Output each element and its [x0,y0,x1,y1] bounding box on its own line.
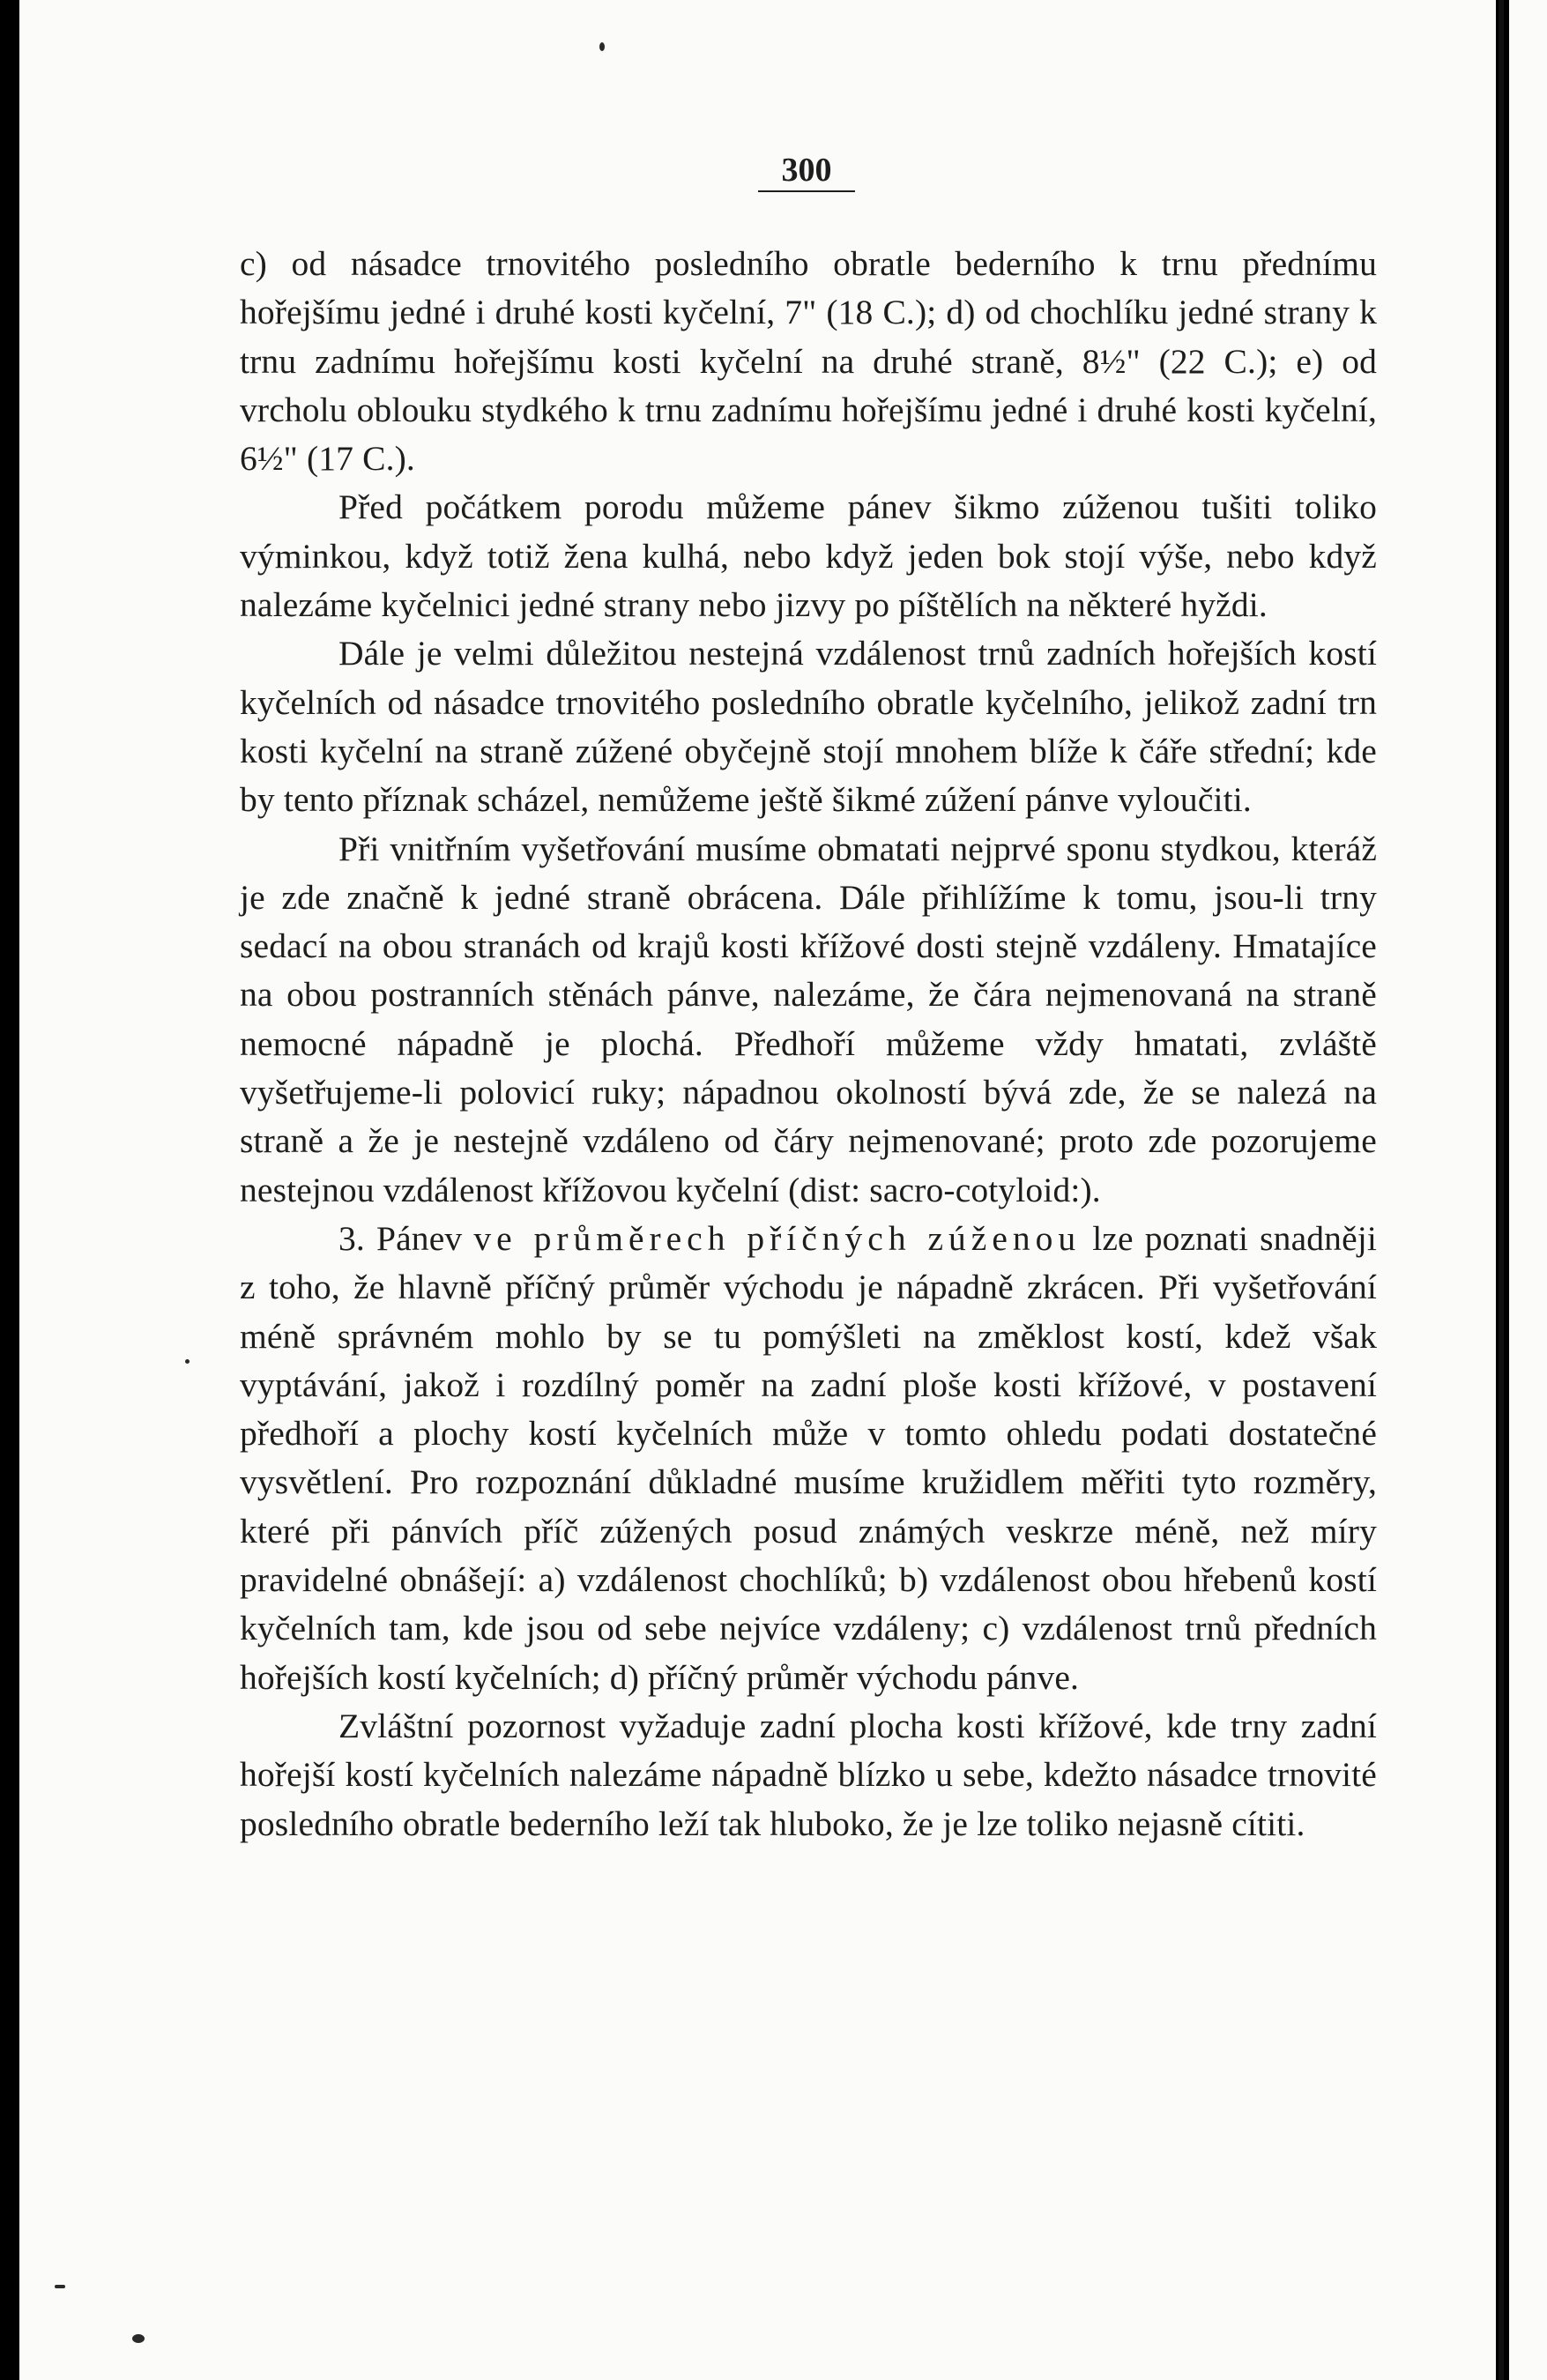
body-text [240,240,1377,1848]
paragraph-5 [240,1215,1377,1702]
paragraph-5-spaced-heading: ve průměrech příčných zúženou [473,1218,1082,1258]
paragraph-2: Před počátkem porodu můžeme pánev šikmo zúženou tušiti toliko výminkou, když totiž žena kulhá, nebo když jeden bok stojí výše, nebo když nalezáme kyčelnici jedné strany nebo jizvy po píštělích na některé hyždi. [240,487,1377,625]
scan-speck [55,2285,65,2288]
paragraph-5-body: lze poznati snadněji z toho, že hlavně příčný průměr východu je nápadně zkrácen. Při vyšetřování méně správném mohlo by se tu pomýšleti na změklost kostí, kdež však vyptávání, jakož i rozdílný poměr na zadní ploše kosti křížové, v postavení předhoří a plochy kostí kyčelních může v tomto ohledu podati dostatečné vysvětlení. Pro rozpoznání důkladné musíme kružidlem měřiti tyto rozměry, které při pánvích příč zúžených posud známých veskrze méně, než míry pravidelné obnášejí: a) vzdálenost chochlíků; b) vzdálenost obou hřebenů kostí kyčelních tam, kde jsou od sebe nejvíce vzdáleny; c) vzdálenost trnů předních hořejších kostí kyčelních; d) příčný průměr východu pánve. [240,1218,1377,1697]
page-number: 300 [758,152,855,192]
paragraph-4: Při vnitřním vyšetřování musíme obmatati nejprvé sponu stydkou, kteráž je zde značně k jedné straně obrácena. Dále přihlížíme k tomu, jsou-li trny sedací na obou stranách od krajů kosti křížové dosti stejně vzdáleny. Hmatajíce na obou postranních stěnách pánve, nalezáme, že čára nejmenovaná na straně nemocné nápadně je plochá. Předhoří můžeme vždy hmatati, zvláště vyšetřujeme-li polovicí ruky; nápadnou okolností bývá zde, že se nalezá na straně a že je nestejně vzdáleno od čáry nejmenované; proto zde pozorujeme nestejnou vzdálenost křížovou kyčelní (dist: sacro-cotyloid:). [240,829,1377,1209]
page-edge-shadow [1499,0,1504,2380]
paragraph-6: Zvláštní pozornost vyžaduje zadní plocha kosti křížové, kde trny zadní hořejší kostí kyčelních nalezáme nápadně blízko u sebe, kdežto násadce trnovité posledního obratle bederního leží tak hluboko, že je lze toliko nejasně cítiti. [240,1706,1377,1843]
scan-speck [599,42,605,51]
paragraph-1: c) od násadce trnovitého posledního obratle bederního k trnu přednímu hořejšímu jedné i druhé kosti kyčelní, 7" (18 C.); d) od chochlíku jedné strany k trnu zadnímu hořejšímu kosti kyčelní na druhé straně, 8½" (22 C.); e) od vrcholu oblouku stydkého k trnu zadnímu hořejšímu jedné i druhé kosti kyčelní, 6½" (17 C.). [240,244,1377,479]
scan-speck [185,1359,190,1364]
paragraph-5-lead: 3. Pánev [338,1218,474,1258]
scan-speck [132,2334,145,2343]
paragraph-3: Dále je velmi důležitou nestejná vzdálenost trnů zadních hořejších kostí kyčelních od násadce trnovitého posledního obratle kyčelního, jelikož zadní trn kosti kyčelní na straně zúžené obyčejně stojí mnohem blíže k čáře střední; kde by tento příznak scházel, nemůžeme ještě šikmé zúžení pánve vyloučiti. [240,634,1377,820]
adjacent-page-edge [1509,0,1547,2380]
